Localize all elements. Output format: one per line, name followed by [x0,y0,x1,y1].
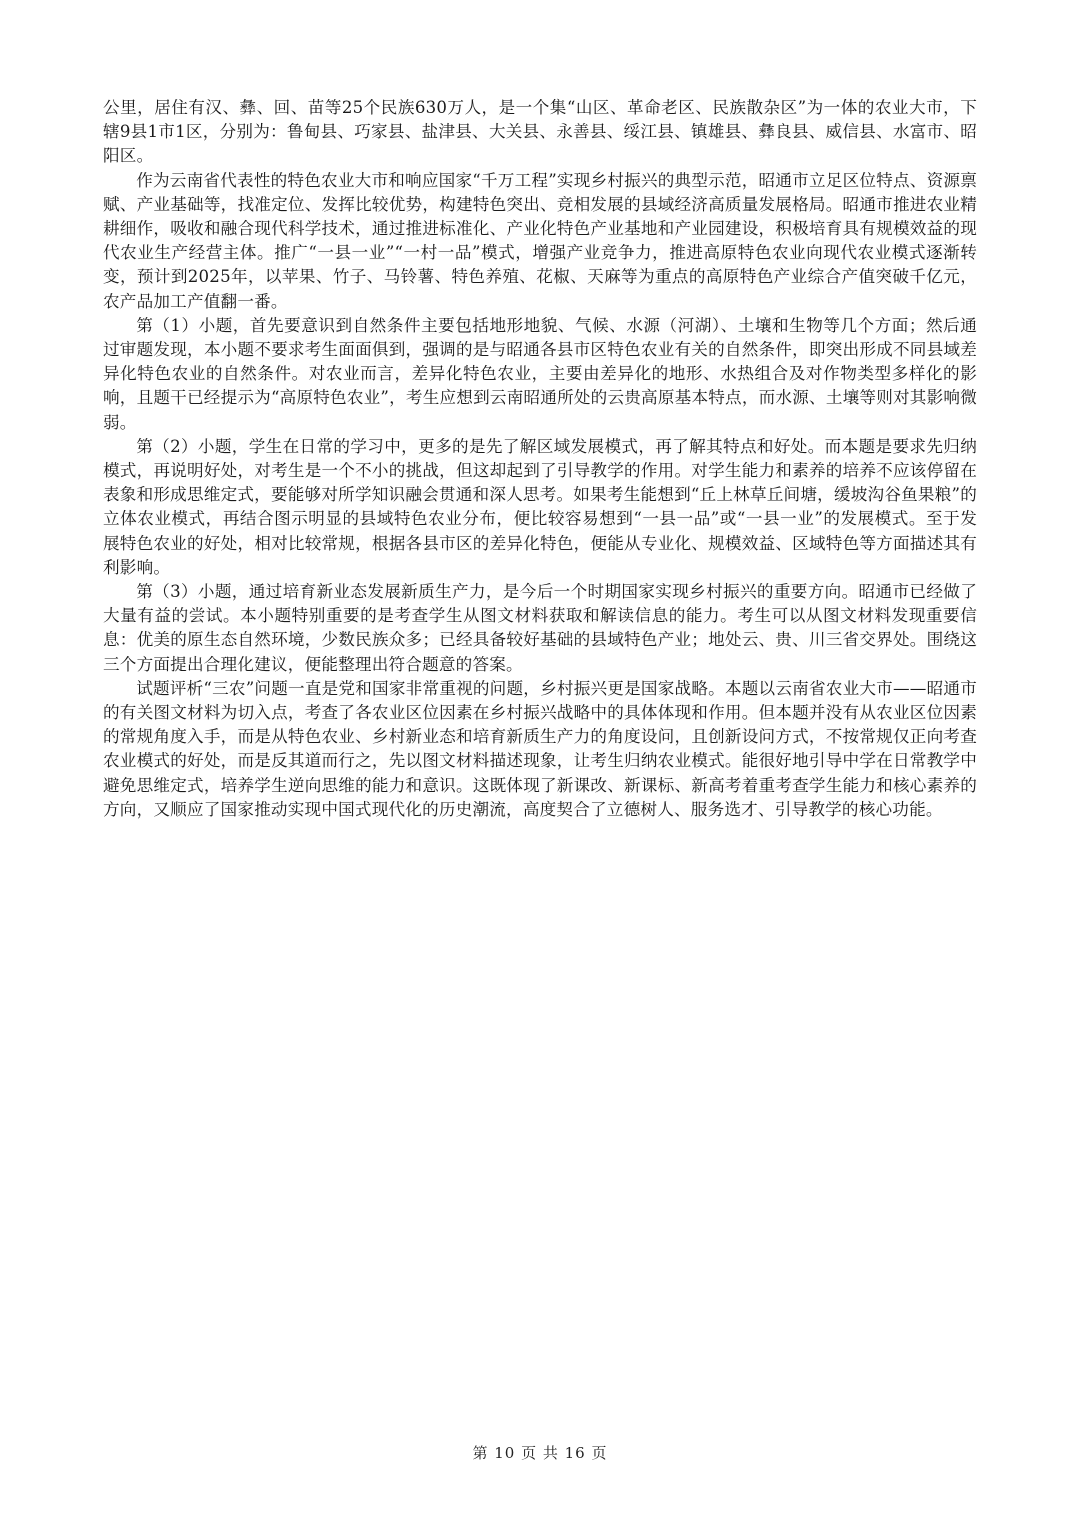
body-text [103,96,977,822]
page-number-footer: 第 10 页 共 16 页 [472,1444,608,1462]
paragraph-evaluation: 试题评析“三农”问题一直是党和国家非常重视的问题，乡村振兴更是国家战略。本题以云南省农业大市——昭通市的有关图文材料为切入点，考查了各农业区位因素在乡村振兴战略中的具体体现和作用。但本题并没有从农业区位因素的常规角度入手，而是从特色农业、乡村新业态和培育新质生产力的角度设问，且创新设问方式，不按常规仅正向考查农业模式的好处，而是反其道而行之，先以图文材料描述现象，让考生归纳农业模式。能很好地引导中学在日常教学中避免思维定式，培养学生逆向思维的能力和意识。这既体现了新课改、新课标、新高考着重考查学生能力和核心素养的方向，又顺应了国家推动实现中国式现代化的历史潮流，高度契合了立德树人、服务选才、引导教学的核心功能。 [103,678,977,819]
paragraph-continuation: 公里，居住有汉、彝、回、苗等25个民族630万人，是一个集“山区、革命老区、民族散杂区”为一体的农业大市，下辖9县1市1区，分别为：鲁甸县、巧家县、盐津县、大关县、永善县、绥江县、镇雄县、彝良县、威信县、水富市、昭阳区。 [103,98,977,166]
paragraph-question-2-analysis: 第（2）小题，学生在日常的学习中，更多的是先了解区域发展模式，再了解其特点和好处。而本题是要求先归纳模式，再说明好处，对考生是一个不小的挑战，但这却起到了引导教学的作用。对学生能力和素养的培养不应该停留在表象和形成思维定式，要能够对所学知识融会贯通和深人思考。如果考生能想到“丘上林草丘间塘，缓坡沟谷鱼果粮”的立体农业模式，再结合图示明显的县域特色农业分布，便比较容易想到“一县一品”或“一县一业”的发展模式。至于发展特色农业的好处，相对比较常规，根据各县市区的差异化特色，便能从专业化、规模效益、区域特色等方面描述其有利影响。 [103,436,977,577]
paragraph-question-3-analysis: 第（3）小题，通过培育新业态发展新质生产力，是今后一个时期国家实现乡村振兴的重要方向。昭通市已经做了大量有益的尝试。本小题特别重要的是考查学生从图文材料获取和解读信息的能力。考生可以从图文材料发现重要信息：优美的原生态自然环境，少数民族众多；已经具备较好基础的县域特色产业；地处云、贵、川三省交界处。围绕这三个方面提出合理化建议，便能整理出符合题意的答案。 [103,582,977,674]
paragraph-zhaotong-overview: 作为云南省代表性的特色农业大市和响应国家“千万工程”实现乡村振兴的典型示范，昭通市立足区位特点、资源禀赋、产业基础等，找准定位、发挥比较优势，构建特色突出、竞相发展的县域经济高质量发展格局。昭通市推进农业精耕细作，吸收和融合现代科学技术，通过推进标准化、产业化特色产业基地和产业园建设，积极培育具有规模效益的现代农业生产经营主体。推广“一县一业”“一村一品”模式，增强产业竞争力，推进高原特色农业向现代农业模式逐渐转变，预计到2025年，以苹果、竹子、马铃薯、特色养殖、花椒、天麻等为重点的高原特色产业综合产值突破千亿元，农产品加工产值翻一番。 [103,170,977,311]
paragraph-question-1-analysis: 第（1）小题，首先要意识到自然条件主要包括地形地貌、气候、水源（河湖）、土壤和生物等几个方面；然后通过审题发现，本小题不要求考生面面俱到，强调的是与昭通各县市区特色农业有关的自然条件，即突出形成不同县域差异化特色农业的自然条件。对农业而言，差异化特色农业，主要由差异化的地形、水热组合及对作物类型多样化的影响，且题干已经提示为“高原特色农业”，考生应想到云南昭通所处的云贵高原基本特点，而水源、土壤等则对其影响微弱。 [103,315,977,432]
